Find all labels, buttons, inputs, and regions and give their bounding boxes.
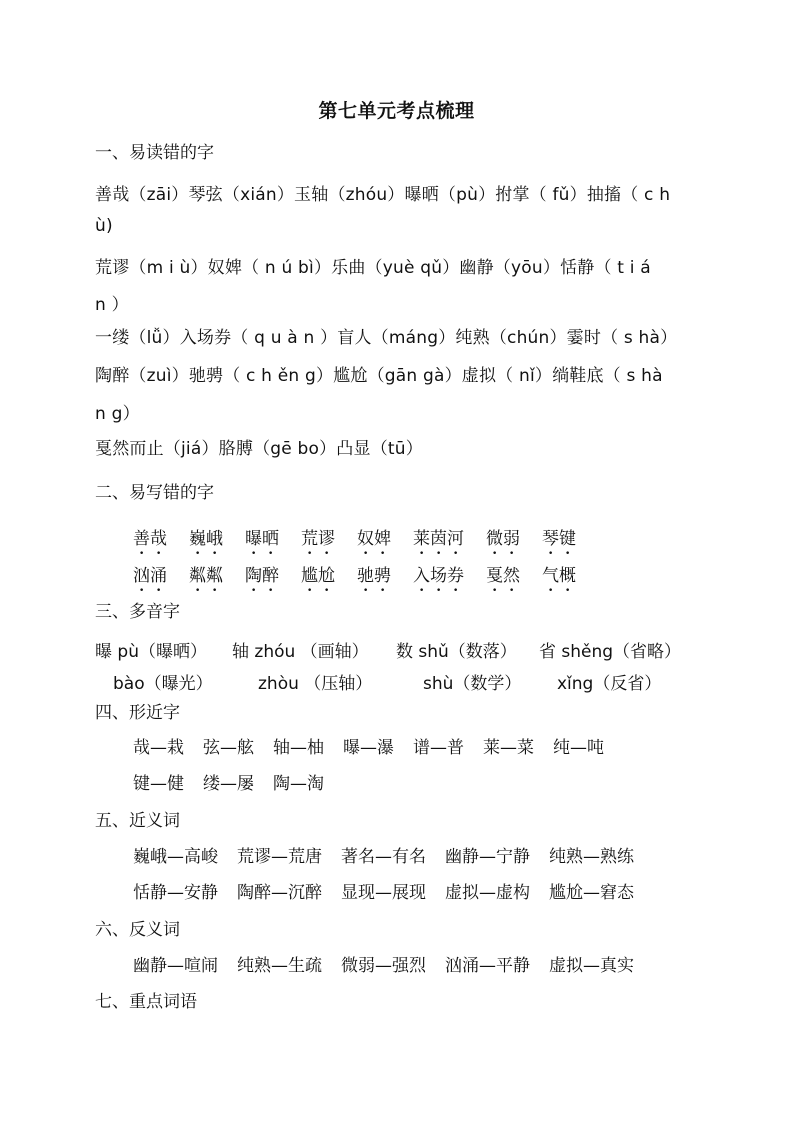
section-heading-similar: 四、形近字	[95, 703, 180, 723]
similar-pair: 陶—淘	[273, 774, 324, 794]
synonym-pair: 陶醉—沉醉	[237, 883, 322, 903]
word-item: 琴键	[542, 529, 576, 549]
misread-line-1-cont: ù)	[95, 216, 113, 236]
polyphone-zhou-4: zhòu （压轴）	[258, 674, 373, 694]
antonym-pair: 幽静—喧闹	[133, 956, 218, 976]
miswrite-row-1	[133, 524, 598, 559]
similar-pair: 纯—吨	[553, 738, 604, 758]
misread-line-5: 戛然而止（jiá）胳膊（gē bo）凸显（tū）	[95, 439, 423, 459]
word-item: 尴尬	[301, 566, 335, 586]
synonym-pair: 著名—有名	[341, 847, 426, 867]
polyphone-shu: 数 shǔ（数落）	[396, 642, 517, 662]
word-item: 戛然	[486, 566, 520, 586]
misread-line-2-cont: n ）	[95, 295, 129, 315]
polyphone-zhou: 轴 zhóu （画轴）	[232, 642, 369, 662]
misread-line-3: 一缕（lǚ）入场券（ q u à n ）盲人（máng）纯熟（chún）霎时（ s hà）	[95, 328, 678, 348]
word-item: 曝晒	[245, 529, 279, 549]
antonym-pair: 微弱—强烈	[341, 956, 426, 976]
word-item: 粼粼	[189, 566, 223, 586]
synonym-pair: 尴尬—窘态	[549, 883, 634, 903]
similar-pair: 莱—菜	[483, 738, 534, 758]
section-heading-synonyms: 五、近义词	[95, 811, 180, 831]
synonyms-row-1	[133, 842, 653, 867]
misread-line-1: 善哉（zāi）琴弦（xián）玉轴（zhóu）曝晒（pù）拊掌（ fǔ）抽搐（ c h	[95, 185, 671, 205]
similar-row-1	[133, 733, 623, 758]
misread-line-2: 荒谬（m i ù）奴婢（ n ú bì）乐曲（yuè qǔ）幽静（yōu）恬静（ t i á	[95, 258, 651, 278]
word-item: 汹涌	[133, 566, 167, 586]
antonym-pair: 汹涌—平静	[445, 956, 530, 976]
synonym-pair: 巍峨—高峻	[133, 847, 218, 867]
synonym-pair: 纯熟—熟练	[549, 847, 634, 867]
antonyms-row-1	[133, 951, 653, 976]
section-heading-misread: 一、易读错的字	[95, 143, 214, 163]
word-item: 陶醉	[245, 566, 279, 586]
word-item: 微弱	[486, 529, 520, 549]
antonym-pair: 纯熟—生疏	[237, 956, 322, 976]
section-heading-key-words: 七、重点词语	[95, 992, 197, 1012]
word-item: 奴婢	[357, 529, 391, 549]
misread-line-4-cont: n g）	[95, 404, 140, 424]
word-item: 气概	[542, 566, 576, 586]
similar-pair: 谱—普	[413, 738, 464, 758]
synonym-pair: 虚拟—虚构	[445, 883, 530, 903]
synonym-pair: 荒谬—荒唐	[237, 847, 322, 867]
word-item: 善哉	[133, 529, 167, 549]
misread-line-4: 陶醉（zuì）驰骋（ c h ěn g）尴尬（gān gà）虚拟（ nǐ）绱鞋底（ s hà	[95, 366, 663, 386]
miswrite-row-2	[133, 561, 598, 596]
word-item: 荒谬	[301, 529, 335, 549]
similar-pair: 曝—瀑	[343, 738, 394, 758]
synonyms-row-2	[133, 878, 653, 903]
polyphone-sheng: 省 shěng（省略）	[539, 642, 682, 662]
word-item: 巍峨	[189, 529, 223, 549]
similar-pair: 哉—栽	[133, 738, 184, 758]
section-heading-polyphones: 三、多音字	[95, 602, 180, 622]
polyphone-bao: bào（曝光）	[113, 674, 213, 694]
synonym-pair: 幽静—宁静	[445, 847, 530, 867]
similar-row-2	[133, 769, 343, 794]
similar-pair: 键—健	[133, 774, 184, 794]
antonym-pair: 虚拟—真实	[549, 956, 634, 976]
word-item: 莱茵河	[413, 529, 464, 549]
polyphone-xing: xǐng（反省）	[557, 674, 662, 694]
synonym-pair: 恬静—安静	[133, 883, 218, 903]
page-title: 第七单元考点梳理	[318, 100, 475, 122]
polyphone-shu-4: shù（数学）	[423, 674, 522, 694]
polyphone-pu: 曝 pù（曝晒）	[95, 642, 207, 662]
word-item: 入场券	[413, 566, 464, 586]
section-heading-antonyms: 六、反义词	[95, 920, 180, 940]
similar-pair: 轴—柚	[273, 738, 324, 758]
section-heading-miswrite: 二、易写错的字	[95, 483, 214, 503]
similar-pair: 弦—舷	[203, 738, 254, 758]
synonym-pair: 显现—展现	[341, 883, 426, 903]
similar-pair: 缕—屡	[203, 774, 254, 794]
word-item: 驰骋	[357, 566, 391, 586]
